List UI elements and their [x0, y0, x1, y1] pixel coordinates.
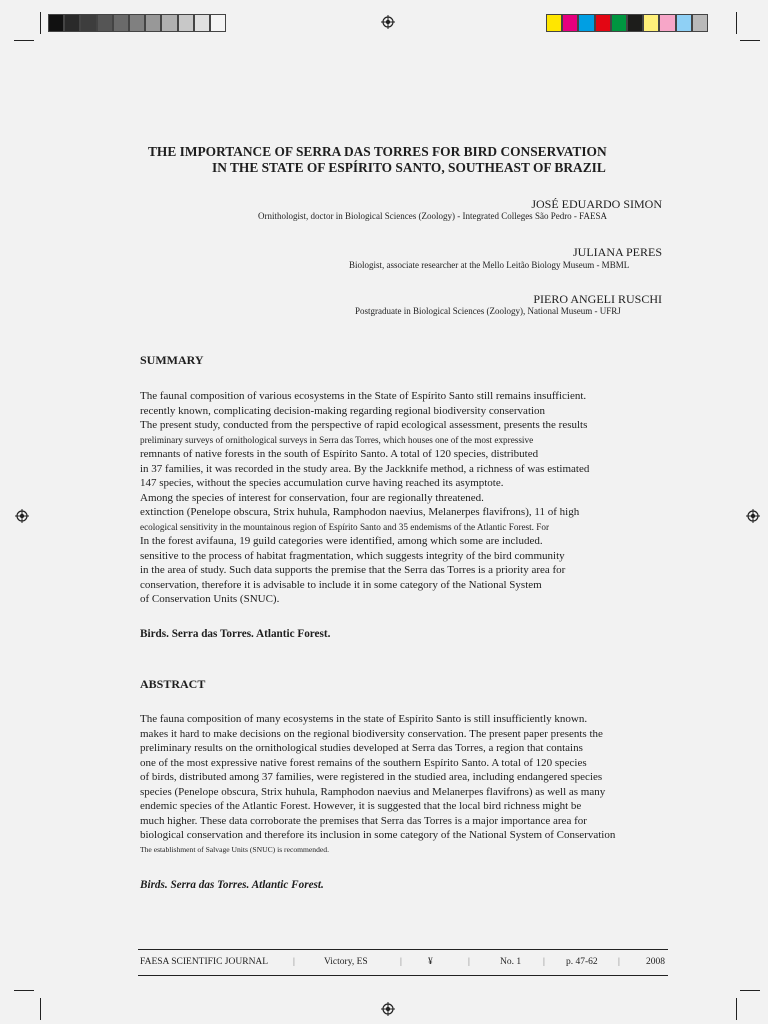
author-name: JULIANA PERES — [572, 245, 662, 259]
abstract-line: makes it hard to make decisions on the regional biodiversity conservation. The present paper presents the — [140, 727, 603, 740]
crop-mark — [14, 990, 34, 991]
abstract-line: biological conservation and therefore its inclusion in some category of the National System of Conservation — [140, 829, 616, 841]
journal-footer — [138, 957, 668, 971]
color-swatch — [627, 14, 643, 32]
summary-line: ecological sensitivity in the mountainous region of Espírito Santo and 35 endemisms of the Atlantic Forest. For — [140, 521, 550, 532]
summary-line: conservation, therefore it is advisable to include it in some category of the National System — [140, 578, 542, 591]
crop-mark — [40, 998, 41, 1020]
color-swatch — [611, 14, 627, 32]
footer-separator: | — [618, 957, 620, 967]
footer-year: 2008 — [646, 957, 665, 967]
color-swatch — [692, 14, 708, 32]
crop-mark — [40, 12, 41, 34]
crop-mark — [740, 990, 760, 991]
color-swatch — [595, 14, 611, 32]
color-swatch — [546, 14, 562, 32]
abstract-line: of birds, distributed among 37 families, were registered in the studied area, including endangered species — [140, 771, 603, 783]
abstract-keywords: Birds. Serra das Torres. Atlantic Forest. — [140, 879, 324, 891]
color-swatch — [145, 14, 161, 32]
summary-line: preliminary surveys of ornithological surveys in Serra das Torres, which houses one of the most expressive — [140, 434, 534, 445]
summary-line: in the area of study. Such data supports the premise that the Serra das Torres is a priority area for — [140, 564, 566, 576]
color-swatch — [161, 14, 177, 32]
summary-keywords: Birds. Serra das Torres. Atlantic Forest. — [140, 628, 331, 640]
abstract-line: preliminary results on the ornithological studies developed at Serra das Torres, a region that contains — [140, 742, 583, 754]
summary-line: In the forest avifauna, 19 guild categories were identified, among which some are included. — [140, 535, 543, 547]
summary-line: Among the species of interest for conservation, four are regionally threatened. — [140, 491, 484, 504]
color-swatch — [210, 14, 226, 32]
footer-separator: | — [468, 957, 470, 967]
summary-line: recently known, complicating decision-making regarding regional biodiversity conservation — [140, 404, 546, 417]
summary-line: 147 species, without the species accumulation curve having reached its asymptote. — [140, 477, 504, 489]
summary-line: extinction (Penelope obscura, Strix huhula, Ramphodon naevius, Melanerpes flavifrons), 11 of high — [140, 506, 580, 518]
color-swatch — [643, 14, 659, 32]
footer-volume: ¥ — [428, 957, 433, 967]
abstract-line: one of the most expressive native forest remains of the southern Espírito Santo. A total of 120 species — [140, 756, 587, 769]
color-swatch — [113, 14, 129, 32]
registration-mark-right — [746, 509, 760, 523]
footer-journal: FAESA SCIENTIFIC JOURNAL — [140, 957, 269, 967]
color-swatch — [676, 14, 692, 32]
crop-mark — [736, 12, 737, 34]
footer-rule — [138, 949, 668, 950]
color-swatch — [178, 14, 194, 32]
summary-line: remnants of native forests in the south of Espírito Santo. A total of 120 species, distributed — [140, 448, 539, 460]
color-calibration-bar — [546, 14, 708, 32]
summary-line: The faunal composition of various ecosystems in the State of Espírito Santo still remains insufficient. — [140, 390, 587, 402]
registration-mark-left — [15, 509, 29, 523]
color-swatch — [659, 14, 675, 32]
title-line-2: IN THE STATE OF ESPÍRITO SANTO, SOUTHEAST OF BRAZIL — [212, 160, 606, 175]
summary-text — [140, 389, 640, 607]
crop-mark — [740, 40, 760, 41]
color-swatch — [194, 14, 210, 32]
color-swatch — [48, 14, 64, 32]
summary-line: of Conservation Units (SNUC). — [140, 593, 280, 605]
footer-place: Victory, ES — [324, 957, 368, 967]
summary-line: sensitive to the process of habitat fragmentation, which suggests integrity of the bird community — [140, 549, 565, 562]
author-affiliation: Biologist, associate researcher at the Mello Leitão Biology Museum - MBML — [349, 260, 630, 270]
abstract-line: much higher. These data corroborate the premises that Serra das Torres is a major importance area for — [140, 814, 587, 827]
abstract-text — [140, 712, 640, 857]
registration-mark-top — [381, 15, 395, 29]
abstract-line: The fauna composition of many ecosystems in the state of Espírito Santo is still insufficiently known. — [140, 713, 588, 725]
crop-mark — [736, 998, 737, 1020]
abstract-line: The establishment of Salvage Units (SNUC) is recommended. — [140, 844, 329, 854]
summary-line: The present study, conducted from the perspective of rapid ecological assessment, presents the results — [140, 419, 588, 431]
crop-mark — [14, 40, 34, 41]
author-name: PIERO ANGELI RUSCHI — [533, 292, 662, 306]
footer-separator: | — [543, 957, 545, 967]
author-affiliation: Ornithologist, doctor in Biological Sciences (Zoology) - Integrated Colleges São Pedro - FAESA — [258, 211, 608, 221]
abstract-line: species (Penelope obscura, Strix huhula, Ramphodon naevius and Melanerpes flavifrons) as well as many — [140, 785, 606, 798]
color-swatch — [80, 14, 96, 32]
title-line-1: THE IMPORTANCE OF SERRA DAS TORRES FOR BIRD CONSERVATION — [148, 144, 607, 159]
author-affiliation: Postgraduate in Biological Sciences (Zoology), National Museum - UFRJ — [355, 306, 621, 316]
footer-number: No. 1 — [500, 957, 522, 967]
grayscale-calibration-bar — [48, 14, 226, 32]
abstract-line: endemic species of the Atlantic Forest. However, it is suggested that the local bird richness might be — [140, 800, 582, 812]
color-swatch — [578, 14, 594, 32]
color-swatch — [64, 14, 80, 32]
color-swatch — [562, 14, 578, 32]
author-name: JOSÉ EDUARDO SIMON — [531, 197, 662, 211]
footer-separator: | — [400, 957, 402, 967]
summary-line: in 37 families, it was recorded in the study area. By the Jackknife method, a richness of was estimated — [140, 462, 590, 475]
color-swatch — [97, 14, 113, 32]
color-swatch — [129, 14, 145, 32]
footer-separator: | — [293, 957, 295, 967]
registration-mark-bottom — [381, 1002, 395, 1016]
abstract-heading: ABSTRACT — [140, 677, 206, 691]
footer-rule — [138, 975, 668, 976]
summary-heading: SUMMARY — [140, 353, 204, 367]
footer-pages: p. 47-62 — [566, 957, 598, 967]
